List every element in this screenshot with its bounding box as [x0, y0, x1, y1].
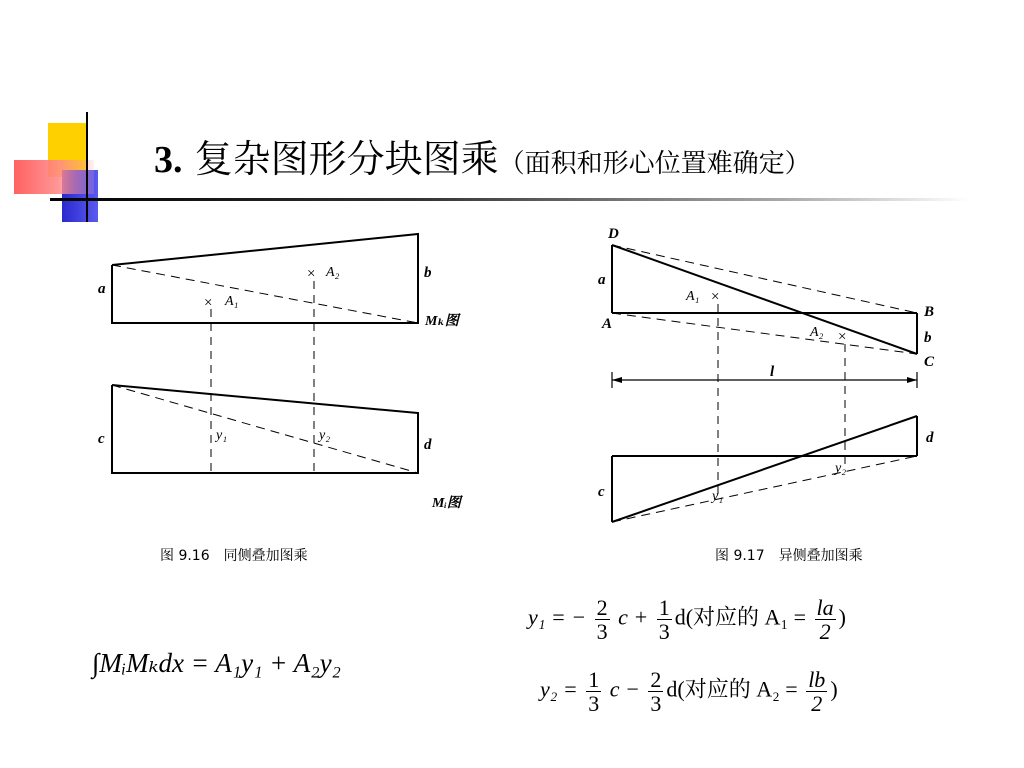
slide-title	[154, 128, 811, 183]
title-underline	[50, 198, 970, 201]
right-dim-arrow-right	[907, 377, 917, 383]
left-label-d: d	[424, 437, 432, 453]
y2-tail: d(对应的 A₂ =	[666, 676, 798, 702]
right-label-y2: y₂	[835, 461, 847, 476]
figure-left-diagram	[90, 225, 490, 515]
formula-y2	[540, 668, 838, 715]
right-dim-arrow-left	[612, 377, 622, 383]
right-label-B: B	[924, 304, 935, 320]
right-label-y1: y₁	[712, 489, 724, 504]
y2-frac-2: $\frac{2}{3}$	[650, 667, 662, 717]
right-bottom-shape	[612, 416, 917, 522]
right-label-A: A	[602, 316, 613, 332]
figure-left-caption: 图 9.16 同侧叠加图乘	[160, 548, 308, 564]
y1-mid: c +	[618, 604, 649, 630]
right-label-a: a	[598, 272, 606, 288]
right-top-dashed-1	[612, 245, 917, 313]
y2-close: )	[830, 676, 838, 702]
left-label-y1: y₁	[216, 428, 228, 443]
left-label-mi: Mᵢ图	[432, 496, 461, 511]
right-top-shape	[612, 245, 917, 354]
right-label-b: b	[924, 330, 932, 346]
formula-y1	[528, 596, 846, 643]
y2-mid: c −	[609, 676, 640, 702]
y2-lhs: y₂ =	[540, 676, 578, 702]
y1-lhs: y₁ = −	[528, 604, 587, 630]
y1-frac-3: $\frac{la}{2}$	[816, 595, 834, 645]
right-bottom-dashed	[612, 456, 917, 522]
right-label-a1: A₁	[686, 289, 700, 304]
y1-tail: d(对应的 A₁ =	[674, 604, 807, 630]
left-top-trapezoid	[112, 234, 418, 323]
left-label-mk: Mₖ图	[425, 314, 459, 329]
left-label-y2: y₂	[319, 428, 331, 443]
figure-right-caption: 图 9.17 异侧叠加图乘	[715, 548, 863, 564]
right-label-c: c	[598, 484, 605, 500]
right-label-C: C	[924, 354, 935, 370]
integral-formula: ∫MᵢMₖdx = A₁y₁ + A₂y₂	[92, 648, 341, 678]
right-label-D: D	[608, 226, 619, 242]
right-label-d: d	[926, 430, 934, 446]
title-main: 复杂图形分块图乘	[194, 137, 499, 181]
left-label-a2: A₂	[326, 265, 340, 280]
y1-close: )	[838, 604, 846, 630]
left-a1-cross: ×	[204, 295, 213, 311]
right-label-l: l	[770, 364, 775, 380]
decor-red-bar	[14, 160, 94, 194]
y2-frac-1: $\frac{1}{3}$	[588, 667, 600, 717]
left-top-dashed-diagonal	[112, 265, 418, 323]
right-label-a2: A₂	[810, 325, 824, 340]
y2-frac-3: $\frac{lb}{2}$	[808, 667, 826, 717]
right-a2-cross: ×	[838, 329, 847, 345]
left-label-b: b	[424, 265, 432, 281]
y1-frac-1: $\frac{2}{3}$	[596, 595, 608, 645]
left-label-c: c	[98, 431, 105, 447]
left-label-a: a	[98, 281, 106, 297]
decor-vertical-line	[86, 112, 88, 222]
right-top-dashed-2	[612, 313, 917, 354]
y1-frac-2: $\frac{1}{3}$	[658, 595, 670, 645]
left-label-a1: A₁	[225, 294, 239, 309]
title-sub: （面积和形心位置难确定）	[498, 149, 811, 179]
right-a1-cross: ×	[711, 289, 720, 305]
left-a2-cross: ×	[307, 266, 316, 282]
title-number: 3.	[154, 139, 183, 181]
figure-right-diagram	[590, 220, 970, 530]
